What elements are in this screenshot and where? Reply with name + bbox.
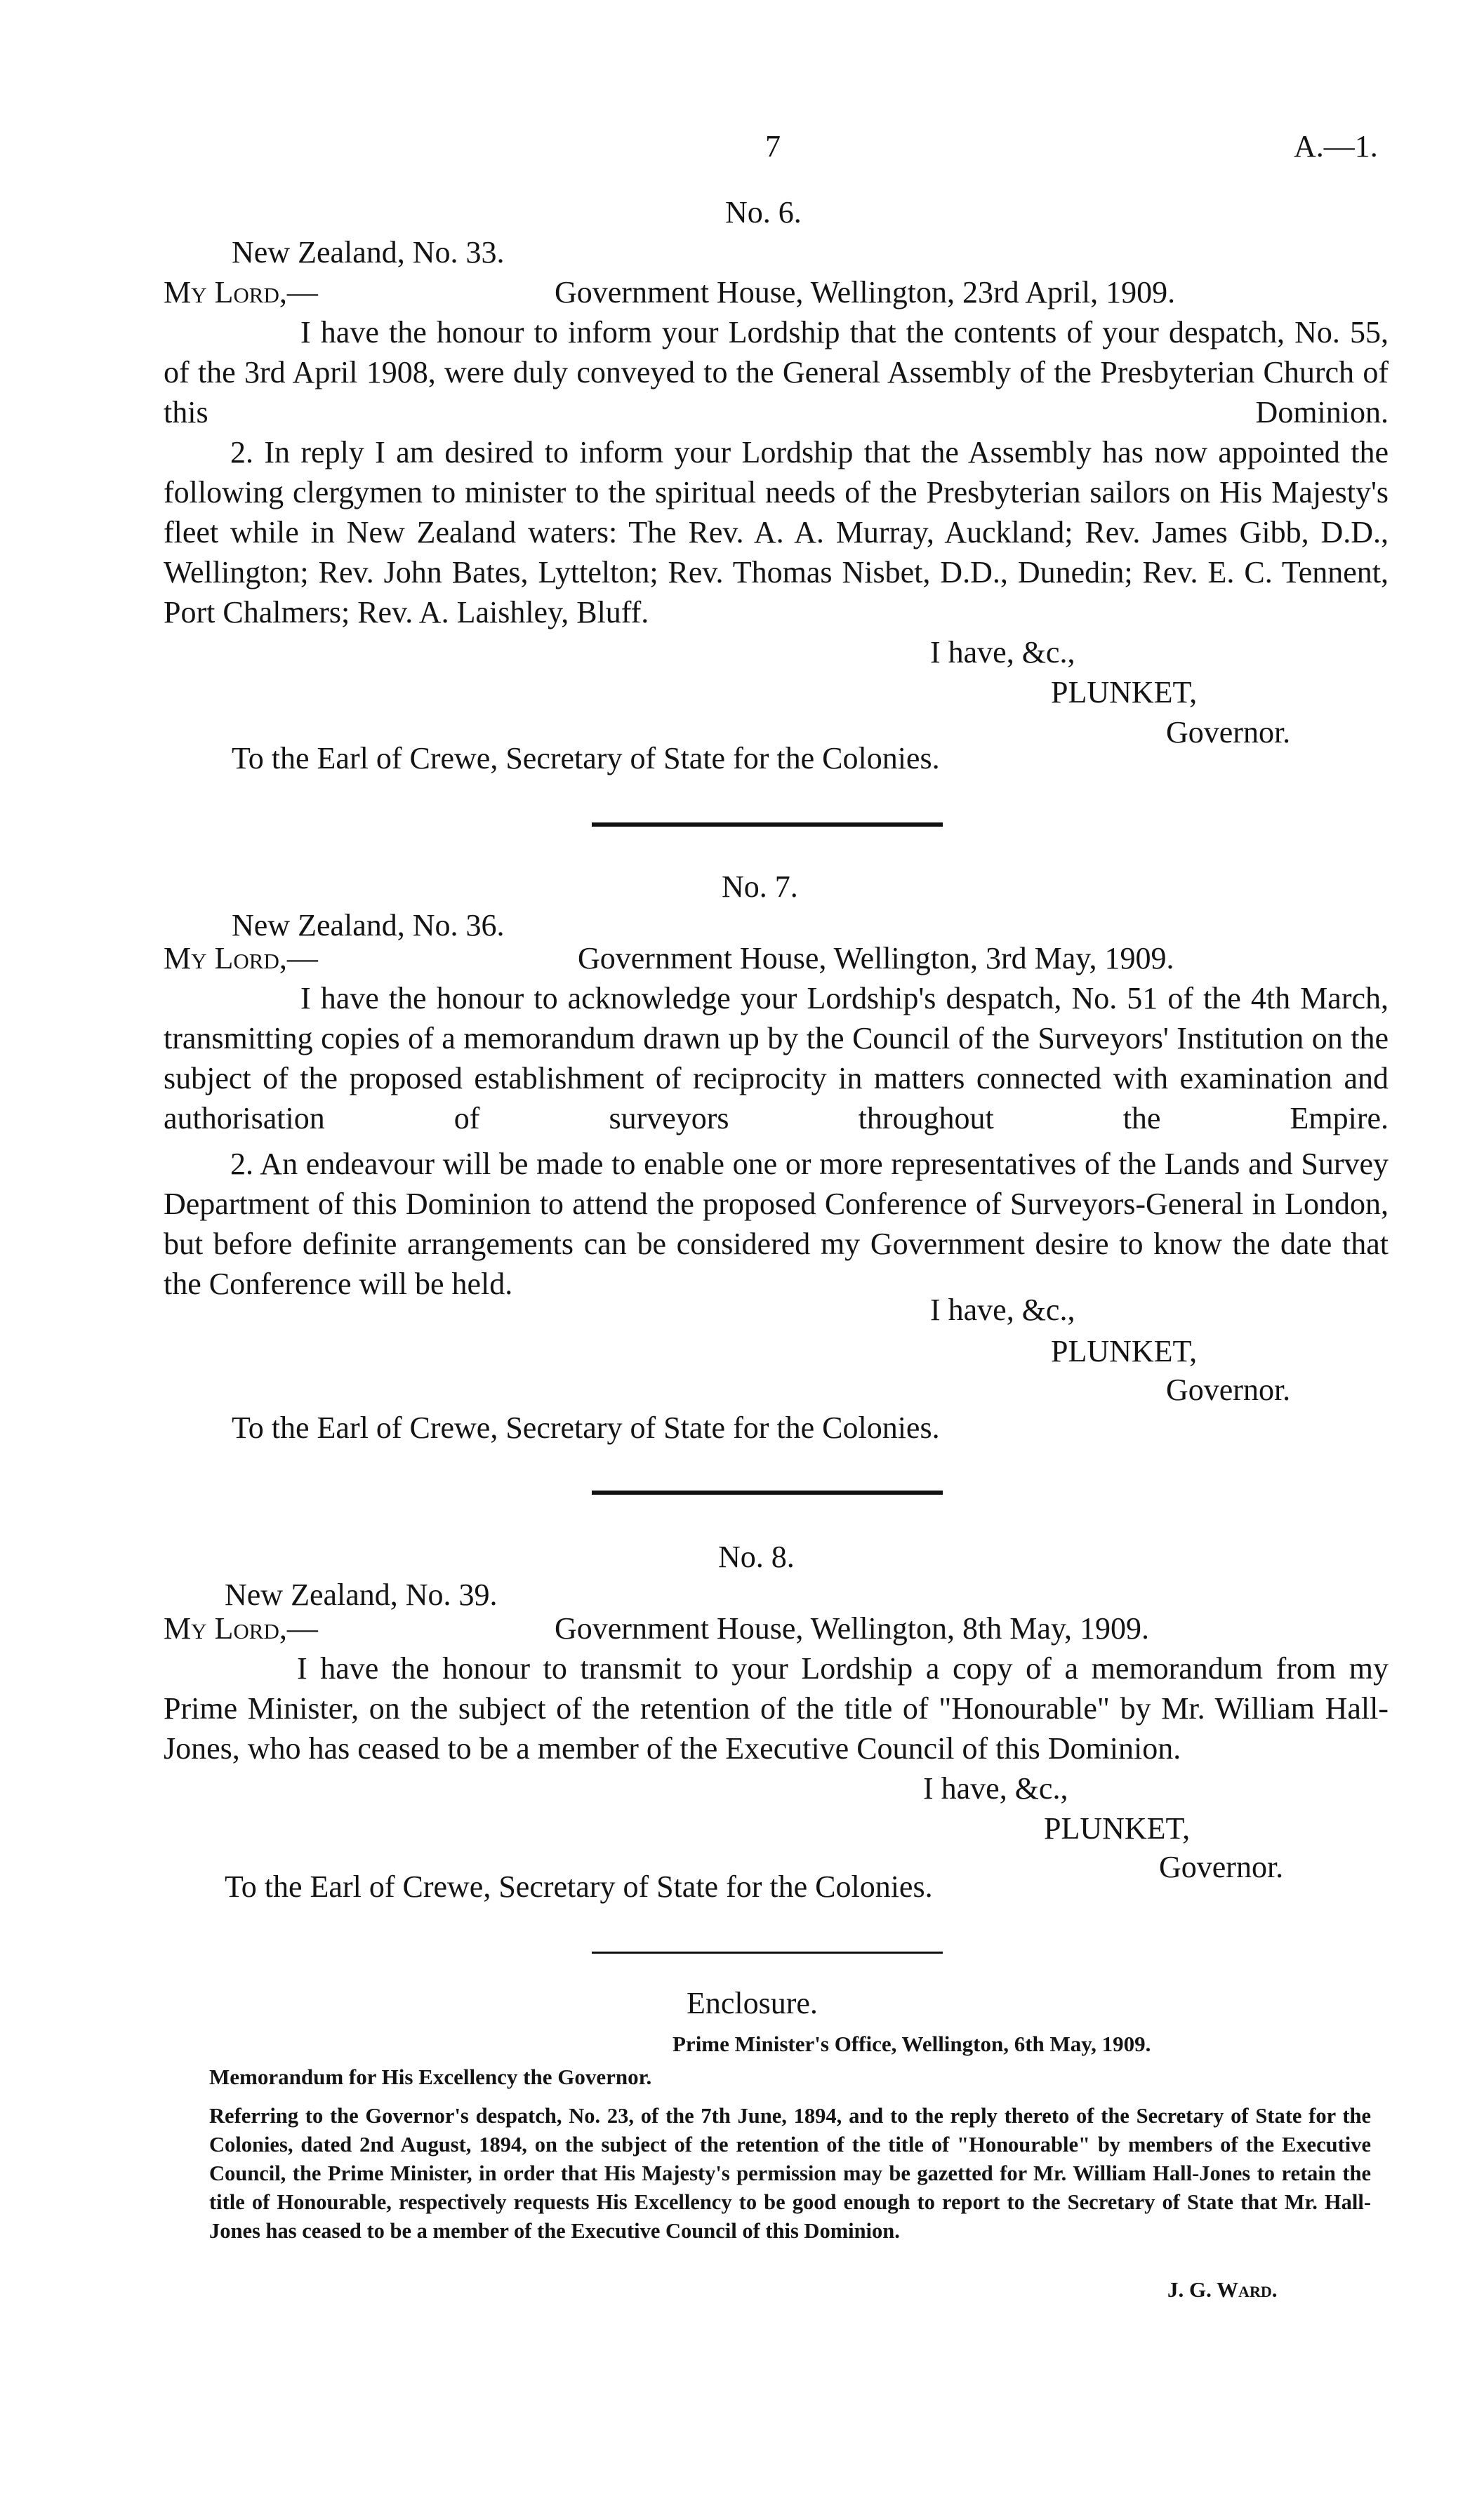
despatch-reference: New Zealand, No. 33.: [232, 235, 505, 269]
signature: PLUNKET,: [1051, 1334, 1198, 1368]
addressee: To the Earl of Crewe, Secretary of State for the Colonies.: [232, 741, 940, 775]
signatory-title: Governor.: [1166, 1373, 1291, 1407]
paragraph-2: 2. An endeavour will be made to enable one or more representatives of the Lands and Survey Department of this Dominion to attend the proposed Conference of Surveyors-General in London, but before definite arrangements can be considered my Government desire to know the date that the Conference will be held.: [164, 1147, 1389, 1301]
paragraph-2: 2. In reply I am desired to inform your Lordship that the Assembly has now appointed the following clergymen to minister to the spiritual needs of the Presbyterian sailors on His Majesty's fleet while in New Zealand waters: The Rev. A. A. Murray, Auckland; Rev. James Gibb, D.D., Wellington; Rev. John Bates, Lyttelton; Rev. Thomas Nisbet, D.D., Dunedin; Rev. E. C. Tennent, Port Chalmers; Rev. A. Laishley, Bluff.: [164, 435, 1389, 629]
salutation: My Lord,—: [164, 1611, 318, 1646]
salutation: My Lord,—: [164, 275, 318, 309]
sender-address-date: Government House, Wellington, 3rd May, 1909.: [578, 941, 1174, 975]
memorandum-title: Memorandum for His Excellency the Governor.: [209, 2065, 652, 2089]
section-divider: [592, 1491, 943, 1495]
sender-address-date: Government House, Wellington, 23rd April, 1909.: [555, 275, 1176, 309]
signature: PLUNKET,: [1051, 675, 1198, 709]
enclosure-heading: Enclosure.: [687, 1986, 818, 2020]
page-number: 7: [765, 129, 781, 164]
document-reference: A.—1.: [1294, 129, 1378, 164]
sender-address-date: Government House, Wellington, 8th May, 1909.: [555, 1611, 1150, 1646]
paragraph-1: I have the honour to acknowledge your Lordship's despatch, No. 51 of the 4th March, transmitting copies of a memorandum drawn up by the Council of the Surveyors' Institution on the subject of the proposed establishment of reciprocity in matters connected with examination and authorisation of surveyors throughout the Empire.: [164, 981, 1389, 1135]
paragraph-1: I have the honour to transmit to your Lordship a copy of a memorandum from my Prime Minister, on the subject of the retention of the title of "Honourable" by Mr. William Hall-Jones, who has ceased to be a member of the Executive Council of this Dominion.: [164, 1651, 1389, 1766]
letter-number: No. 6.: [725, 195, 802, 229]
salutation: My Lord,—: [164, 941, 318, 975]
memorandum-body: Referring to the Governor's despatch, No. 23, of the 7th June, 1894, and to the reply thereto of the Secretary of State for the Colonies, dated 2nd August, 1894, on the subject of the retention of the title of "Honourable" by members of the Executive Council, the Prime Minister, in order that His Majesty's permission may be gazetted for Mr. William Hall-Jones to retain the title of Honourable, respectively requests His Excellency to be good enough to report to the Secretary of State that Mr. Hall-Jones has ceased to be a member of the Executive Council of this Dominion.: [209, 2104, 1371, 2243]
signature: PLUNKET,: [1044, 1811, 1191, 1846]
addressee: To the Earl of Crewe, Secretary of State for the Colonies.: [232, 1411, 940, 1445]
addressee: To the Earl of Crewe, Secretary of State for the Colonies.: [225, 1869, 933, 1904]
signatory-title: Governor.: [1159, 1850, 1284, 1884]
section-divider: [592, 822, 943, 827]
section-divider-thin: [592, 1952, 943, 1954]
letter-number: No. 7.: [722, 869, 798, 904]
memorandum-signatory: J. G. Ward.: [1167, 2277, 1278, 2302]
despatch-reference: New Zealand, No. 36.: [232, 908, 505, 942]
despatch-reference: New Zealand, No. 39.: [225, 1578, 498, 1612]
letter-number: No. 8.: [718, 1540, 795, 1574]
office-date-line: Prime Minister's Office, Wellington, 6th May, 1909.: [673, 2032, 1151, 2056]
paragraph-1: I have the honour to inform your Lordship that the contents of your despatch, No. 55, of the 3rd April 1908, were duly conveyed to the General Assembly of the Presbyterian Church of this Dominion.: [164, 315, 1389, 429]
closing: I have, &c.,: [923, 1771, 1068, 1806]
closing: I have, &c.,: [930, 635, 1075, 669]
signatory-title: Governor.: [1166, 715, 1291, 749]
closing: I have, &c.,: [930, 1293, 1075, 1327]
